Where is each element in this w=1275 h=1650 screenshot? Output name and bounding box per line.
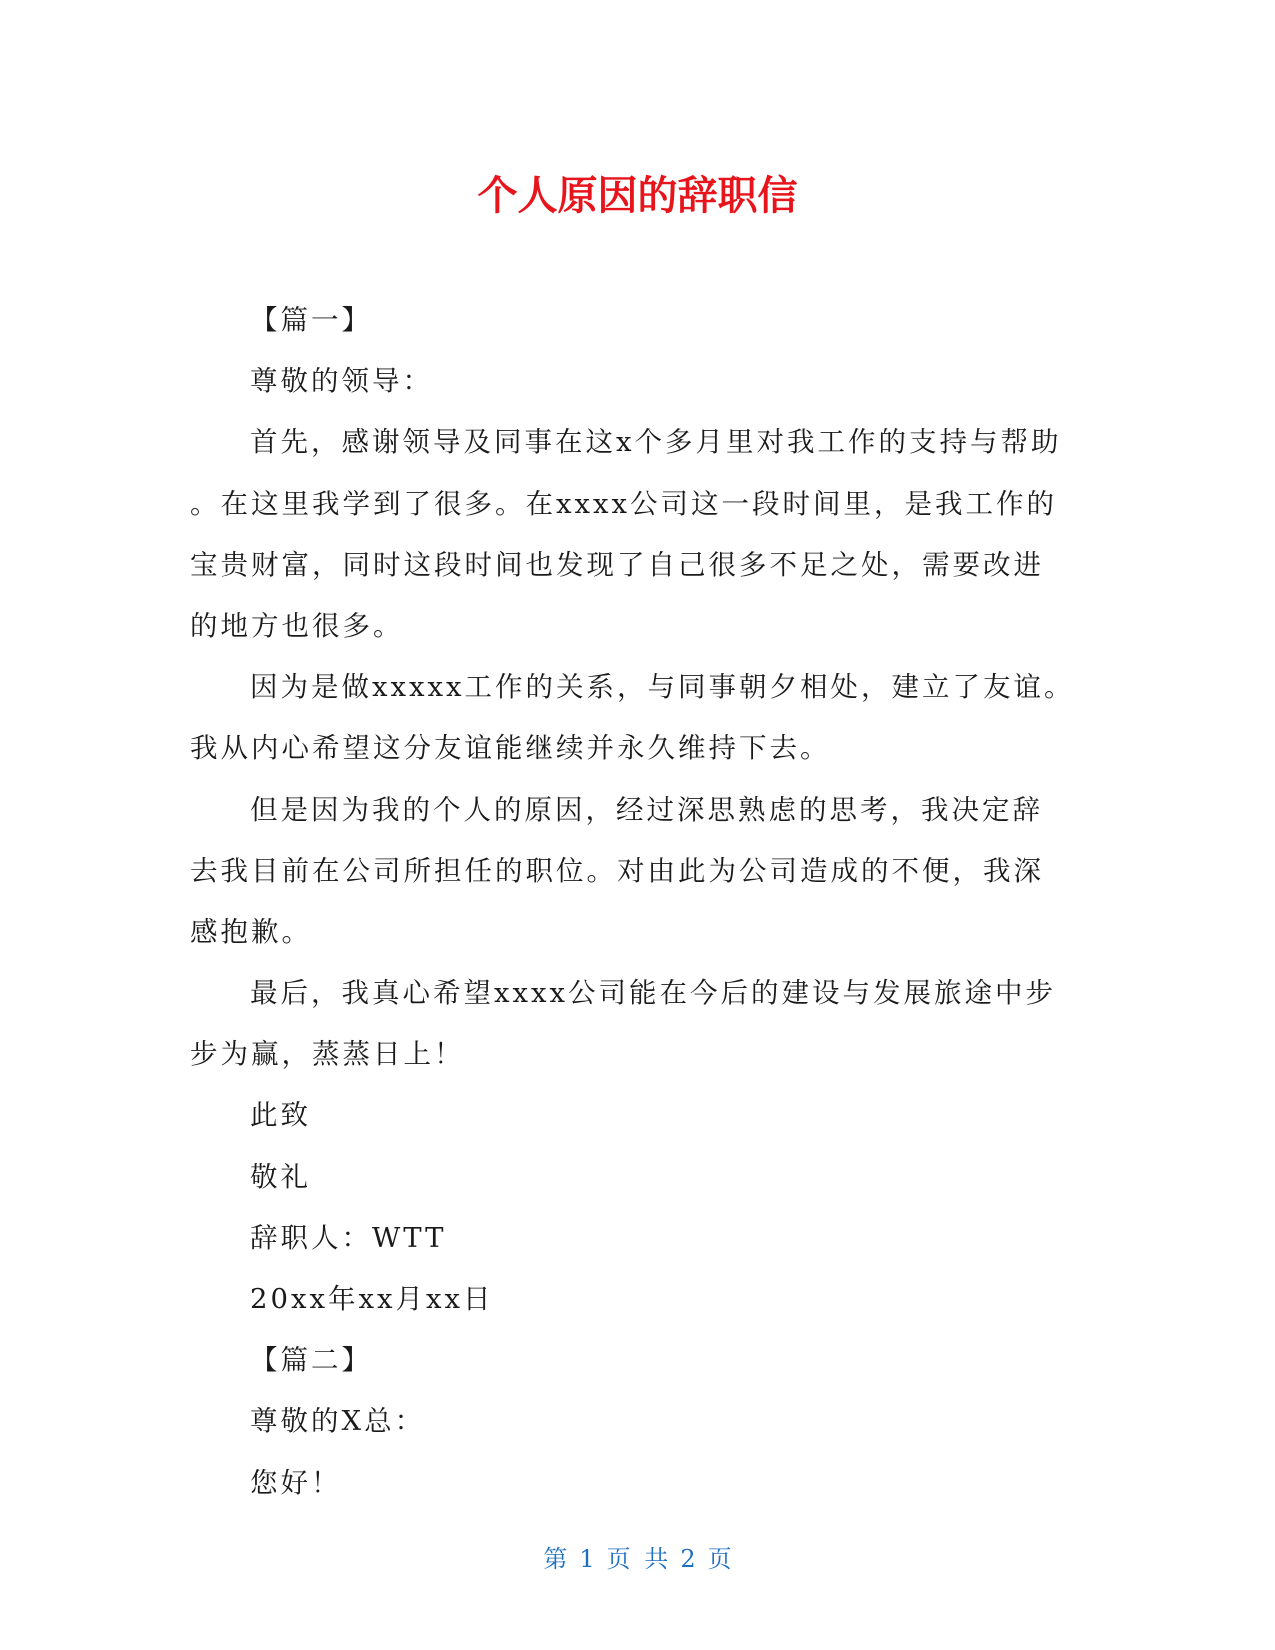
footer-page-number: 1 [579,1545,595,1573]
paragraph-line: 感抱歉。 [190,915,312,948]
paragraph-line: 宝贵财富，同时这段时间也发现了自己很多不足之处，需要改进 [190,548,1044,581]
document-body [190,290,1075,1514]
greeting-line: 您好！ [250,1466,342,1499]
page-footer [0,1542,1275,1576]
paragraph-line: 因为是做xxxxx工作的关系，与同事朝夕相处，建立了友谊。 [250,671,1075,704]
footer-total-pages: 2 [680,1545,696,1573]
paragraph-line: 【篇一】 [250,304,372,336]
section-heading: 【篇二】 [250,1344,372,1377]
paragraph-line: 步为赢，蒸蒸日上！ [190,1038,465,1071]
paragraph-line: 最后，我真心希望xxxx公司能在今后的建设与发展旅途中步 [250,977,1057,1010]
footer-prefix: 第 [543,1545,568,1573]
signature-line: 辞职人：WTT [250,1221,447,1254]
paragraph-line: 的地方也很多。 [190,609,404,642]
closing-line: 敬礼 [250,1160,311,1193]
paragraph-line: 首先，感谢领导及同事在这x个多月里对我工作的支持与帮助 [250,426,1062,459]
paragraph-line: 。在这里我学到了很多。在xxxx公司这一段时间里，是我工作的 [190,487,1058,520]
paragraph-line: 去我目前在公司所担任的职位。对由此为公司造成的不便，我深 [190,854,1044,887]
greeting-line: 尊敬的X总： [250,1405,426,1438]
paragraph-line: 但是因为我的个人的原因，经过深思熟虑的思考，我决定辞 [250,793,1043,826]
closing-line: 此致 [250,1099,311,1132]
paragraph-line: 我从内心希望这分友谊能继续并永久维持下去。 [190,732,831,765]
date-line: 20xx年xx月xx日 [250,1283,494,1315]
footer-middle: 页 共 [606,1545,669,1573]
footer-suffix: 页 [707,1545,732,1573]
document-title: 个人原因的辞职信 [477,173,798,219]
paragraph-line: 尊敬的领导： [250,365,433,398]
